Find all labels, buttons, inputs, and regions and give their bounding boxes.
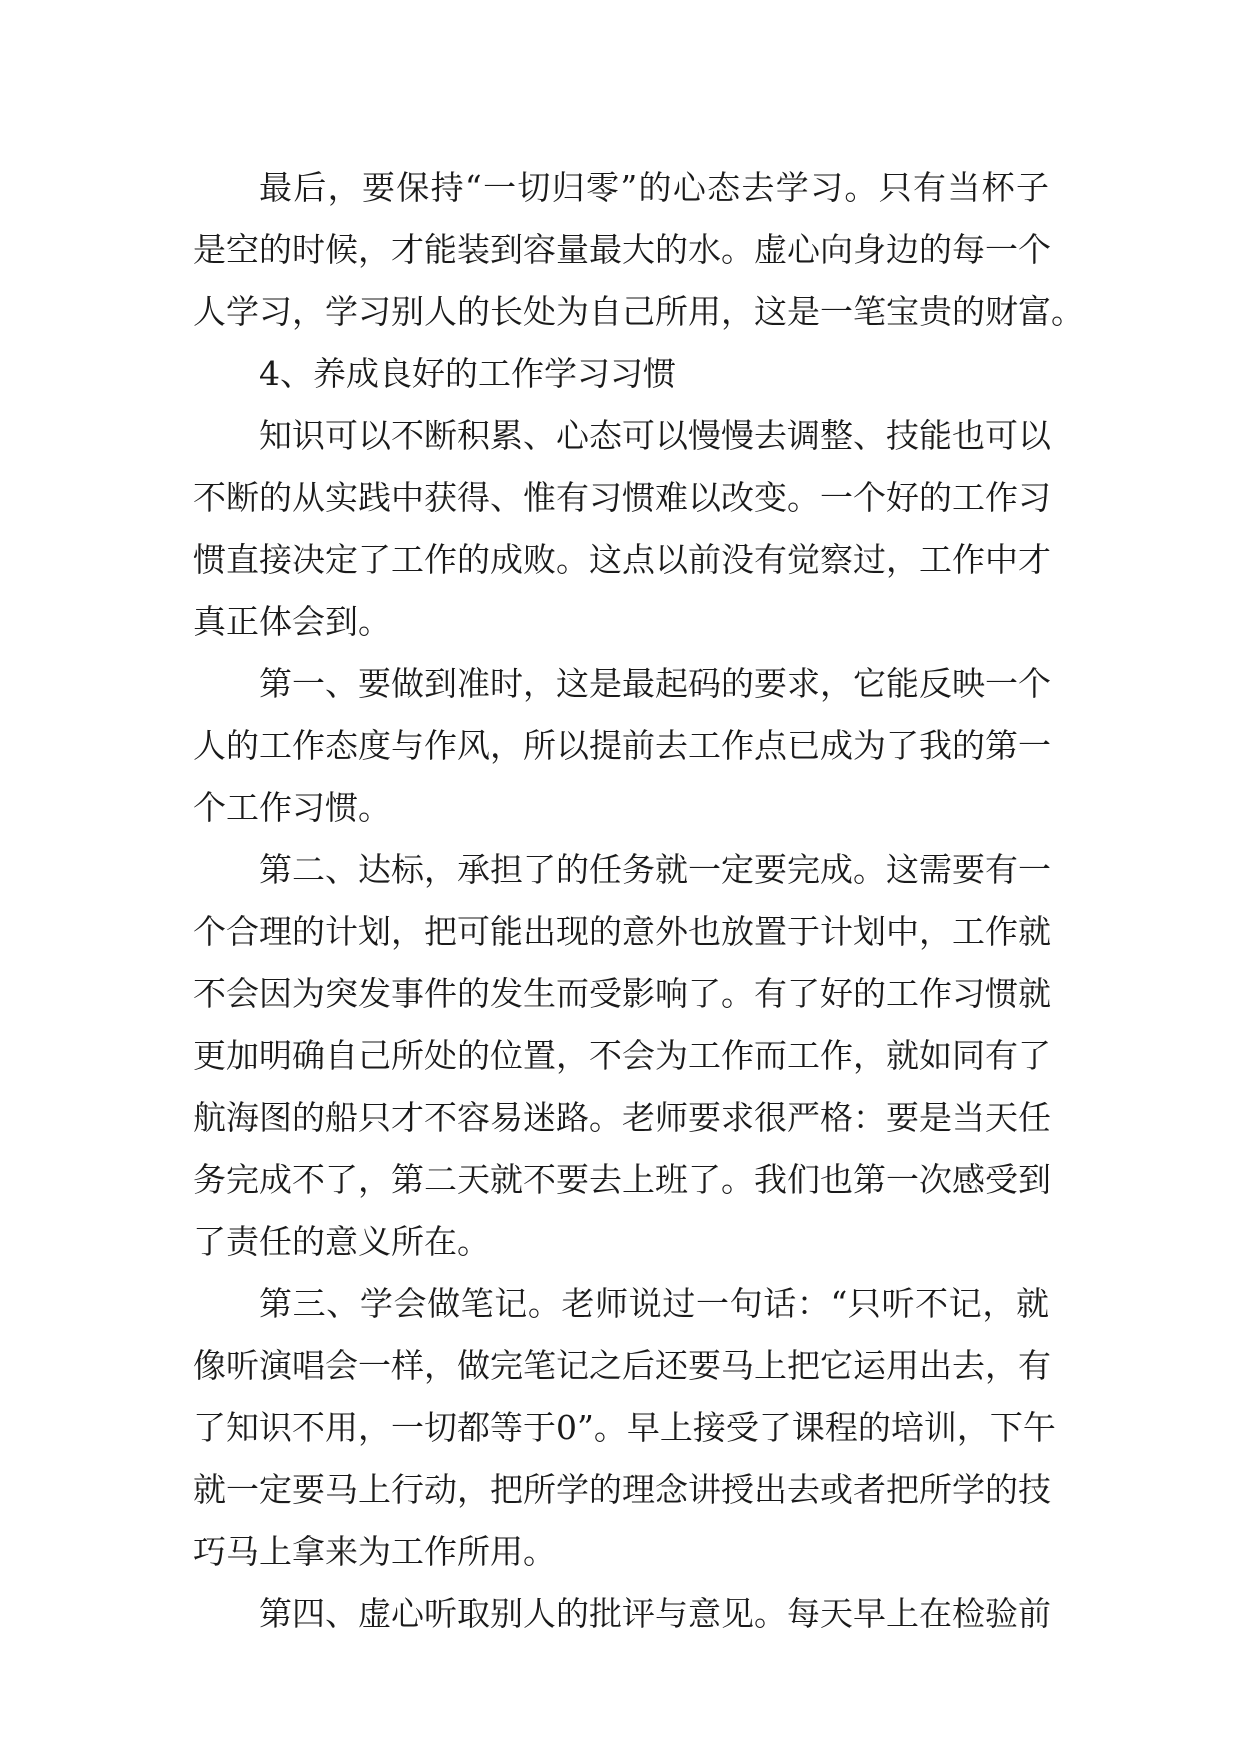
paragraph-3-line-2: 不断的从实践中获得、惟有习惯难以改变。一个好的工作习 [193, 478, 1051, 517]
paragraph-6-line-2: 像听演唱会一样，做完笔记之后还要马上把它运用出去，有 [193, 1346, 1051, 1385]
paragraph-6-line-4: 就一定要马上行动，把所学的理念讲授出去或者把所学的技 [193, 1470, 1051, 1509]
section-heading: 4、养成良好的工作学习习惯 [259, 354, 676, 393]
paragraph-6-line-1: 第三、学会做笔记。老师说过一句话：“只听不记，就 [259, 1284, 1049, 1323]
paragraph-3-line-3: 惯直接决定了工作的成败。这点以前没有觉察过，工作中才 [193, 540, 1051, 579]
paragraph-1-line-2: 是空的时候，才能装到容量最大的水。虚心向身边的每一个 [193, 230, 1051, 269]
paragraph-5-line-2: 个合理的计划，把可能出现的意外也放置于计划中，工作就 [193, 912, 1051, 951]
paragraph-3-line-4: 真正体会到。 [193, 602, 391, 641]
paragraph-5-line-5: 航海图的船只才不容易迷路。老师要求很严格：要是当天任 [193, 1098, 1051, 1137]
paragraph-5-line-4: 更加明确自己所处的位置，不会为工作而工作，就如同有了 [193, 1036, 1051, 1075]
paragraph-5-line-3: 不会因为突发事件的发生而受影响了。有了好的工作习惯就 [193, 974, 1051, 1013]
paragraph-1-line-1: 最后，要保持“一切归零”的心态去学习。只有当杯子 [259, 168, 1049, 207]
paragraph-6-line-5: 巧马上拿来为工作所用。 [193, 1532, 556, 1571]
paragraph-7-line-1: 第四、虚心听取别人的批评与意见。每天早上在检验前 [259, 1594, 1051, 1633]
paragraph-4-line-3: 个工作习惯。 [193, 788, 391, 827]
paragraph-4-line-1: 第一、要做到准时，这是最起码的要求，它能反映一个 [259, 664, 1051, 703]
paragraph-6-line-3: 了知识不用，一切都等于0”。早上接受了课程的培训，下午 [193, 1408, 1056, 1447]
paragraph-4-line-2: 人的工作态度与作风，所以提前去工作点已成为了我的第一 [193, 726, 1051, 765]
paragraph-5-line-1: 第二、达标，承担了的任务就一定要完成。这需要有一 [259, 850, 1051, 889]
paragraph-5-line-7: 了责任的意义所在。 [193, 1222, 490, 1261]
document-body [193, 157, 1084, 1645]
paragraph-1-line-3: 人学习，学习别人的长处为自己所用，这是一笔宝贵的财富。 [193, 292, 1084, 331]
paragraph-5-line-6: 务完成不了，第二天就不要去上班了。我们也第一次感受到 [193, 1160, 1051, 1199]
paragraph-3-line-1: 知识可以不断积累、心态可以慢慢去调整、技能也可以 [259, 416, 1051, 455]
